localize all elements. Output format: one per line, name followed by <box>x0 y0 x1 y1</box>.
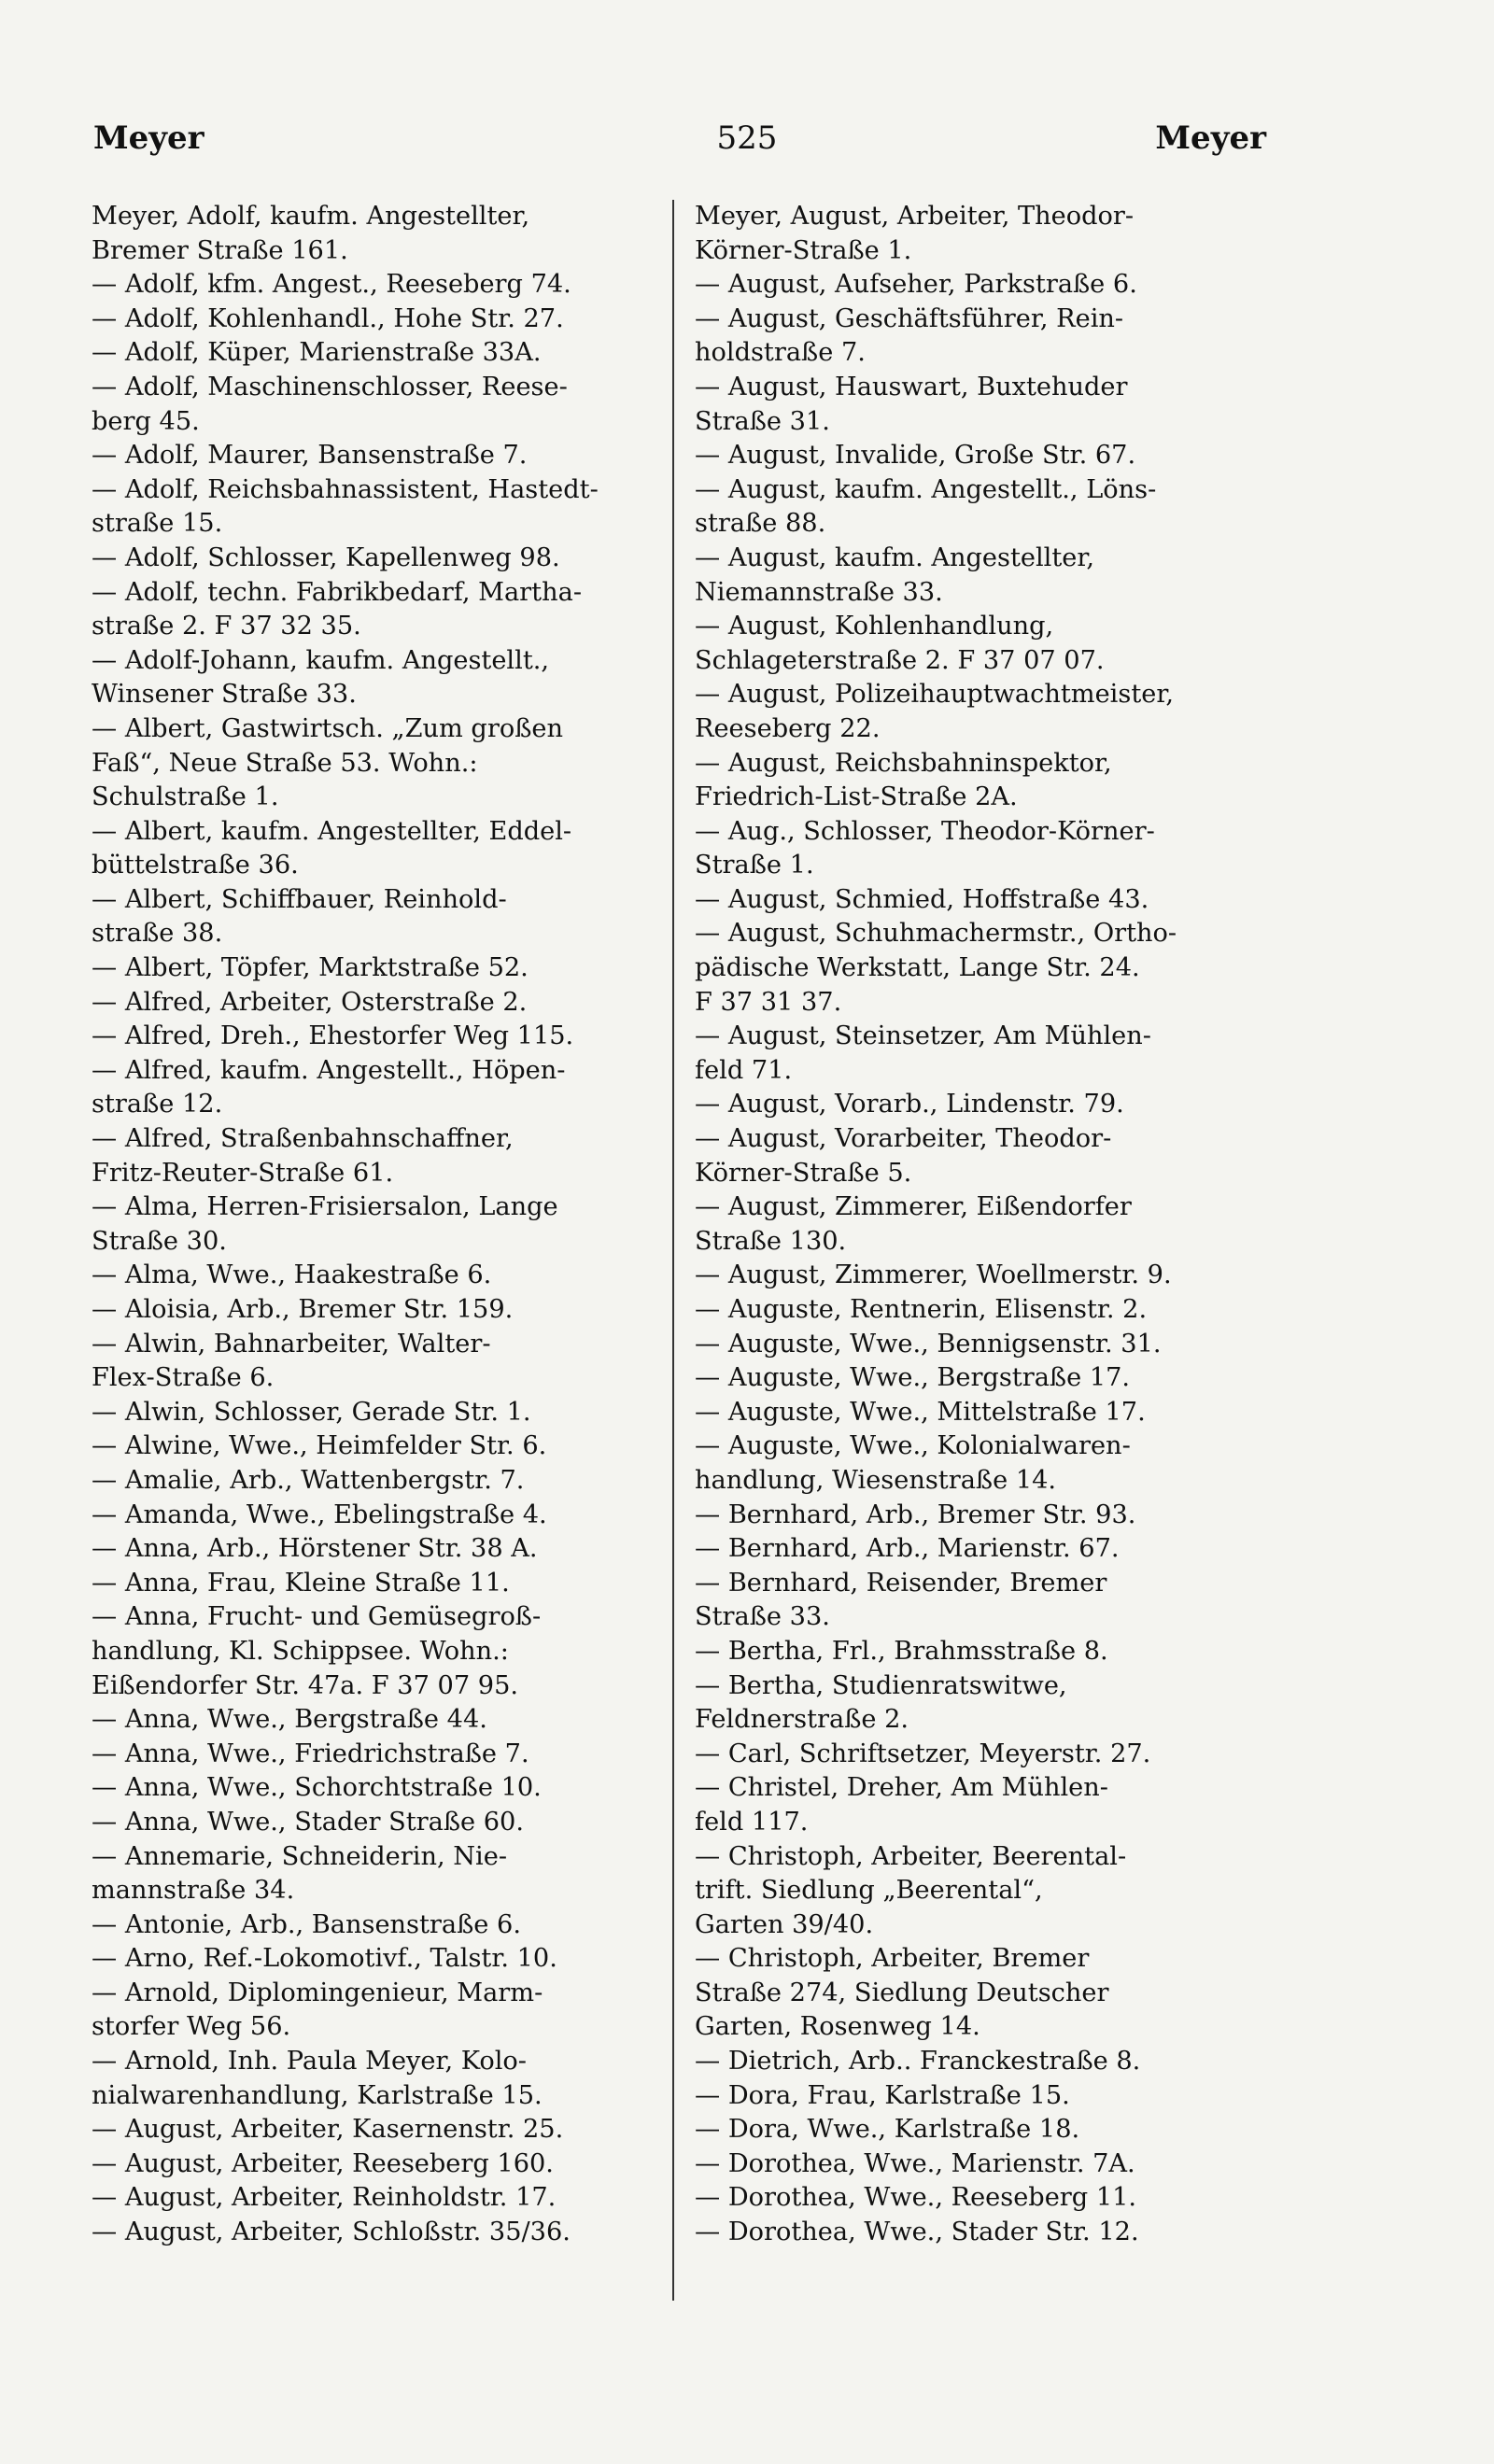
directory-line: — August, kaufm. Angestellt., Löns- <box>695 474 1157 504</box>
directory-line: — Albert, Töpfer, Marktstraße 52. <box>92 953 529 983</box>
running-head-left: Meyer <box>93 120 204 157</box>
directory-line: — Arnold, Diplomingenieur, Marm- <box>92 1978 543 2007</box>
directory-line: Körner-Straße 1. <box>695 235 912 265</box>
directory-line: — August, Kohlenhandlung, <box>695 612 1054 641</box>
directory-line: — Christoph, Arbeiter, Beerental- <box>695 1841 1127 1871</box>
left-column <box>92 200 663 2250</box>
directory-line: — Dorothea, Wwe., Stader Str. 12. <box>695 2218 1139 2247</box>
directory-line: — Alfred, Dreh., Ehestorfer Weg 115. <box>92 1021 574 1051</box>
directory-line: feld 71. <box>695 1055 793 1085</box>
directory-line: Straße 1. <box>695 851 814 880</box>
running-head-right: Meyer <box>1155 120 1266 157</box>
directory-line: — August, Hauswart, Buxtehuder <box>695 372 1128 401</box>
directory-line: Straße 274, Siedlung Deutscher <box>695 1978 1109 2007</box>
directory-line: Eißendorfer Str. 47a. F 37 07 95. <box>92 1670 519 1700</box>
directory-line: Feldnerstraße 2. <box>695 1705 909 1735</box>
directory-line: — August, Steinsetzer, Am Mühlen- <box>695 1021 1151 1051</box>
directory-line: — Arnold, Inh. Paula Meyer, Kolo- <box>92 2047 527 2077</box>
directory-line: — Anna, Wwe., Friedrichstraße 7. <box>92 1739 529 1768</box>
directory-line: nialwarenhandlung, Karlstraße 15. <box>92 2080 543 2110</box>
directory-line: straße 88. <box>695 509 826 539</box>
directory-line: — August, Schuhmachermstr., Ortho- <box>695 919 1177 949</box>
directory-line: Schulstraße 1. <box>92 782 279 812</box>
directory-line: — Anna, Wwe., Bergstraße 44. <box>92 1705 487 1735</box>
directory-line: — Adolf, techn. Fabrikbedarf, Martha- <box>92 577 583 607</box>
directory-line: Fritz-Reuter-Straße 61. <box>92 1158 394 1188</box>
directory-line: — Dietrich, Arb.. Franckestraße 8. <box>695 2047 1141 2077</box>
directory-line: Straße 30. <box>92 1226 227 1256</box>
directory-line: — August, Vorarbeiter, Theodor- <box>695 1124 1112 1154</box>
directory-line: — Alma, Wwe., Haakestraße 6. <box>92 1260 492 1290</box>
directory-line: — Annemarie, Schneiderin, Nie- <box>92 1841 508 1871</box>
directory-line: — Carl, Schriftsetzer, Meyerstr. 27. <box>695 1739 1151 1768</box>
directory-line: — Alwin, Schlosser, Gerade Str. 1. <box>92 1397 531 1427</box>
directory-line: — Adolf, Küper, Marienstraße 33A. <box>92 338 542 368</box>
directory-line: — August, Vorarb., Lindenstr. 79. <box>695 1090 1124 1119</box>
directory-line: büttelstraße 36. <box>92 851 299 880</box>
right-column <box>695 200 1266 2250</box>
directory-line: Garten 39/40. <box>695 1909 874 1939</box>
directory-line: trift. Siedlung „Beerental“, <box>695 1876 1043 1906</box>
directory-line: — Alma, Herren-Frisiersalon, Lange <box>92 1192 558 1222</box>
directory-line: storfer Weg 56. <box>92 2012 291 2042</box>
directory-line: — Anna, Wwe., Schorchtstraße 10. <box>92 1773 542 1803</box>
directory-line: — Christel, Dreher, Am Mühlen- <box>695 1773 1108 1803</box>
directory-line: — Adolf, Schlosser, Kapellenweg 98. <box>92 542 560 572</box>
directory-line: Straße 130. <box>695 1226 847 1256</box>
directory-line: — Christoph, Arbeiter, Bremer <box>695 1944 1090 1974</box>
directory-line: Straße 33. <box>695 1602 830 1632</box>
directory-line: — Amanda, Wwe., Ebelingstraße 4. <box>92 1500 547 1529</box>
directory-line: F 37 31 37. <box>695 987 842 1017</box>
directory-line: straße 12. <box>92 1090 223 1119</box>
directory-line: Flex-Straße 6. <box>92 1363 275 1393</box>
directory-line: Straße 31. <box>695 406 830 436</box>
directory-line: — Alfred, kaufm. Angestellt., Höpen- <box>92 1055 566 1085</box>
directory-line: berg 45. <box>92 406 200 436</box>
directory-line: — Anna, Frucht- und Gemüsegroß- <box>92 1602 542 1632</box>
column-divider <box>672 200 674 2301</box>
directory-line: Reeseberg 22. <box>695 713 881 743</box>
directory-line: — Bertha, Studienratswitwe, <box>695 1670 1067 1700</box>
directory-line: — August, Invalide, Große Str. 67. <box>695 441 1136 471</box>
directory-line: — Albert, kaufm. Angestellter, Eddel- <box>92 816 572 846</box>
directory-line: Meyer, Adolf, kaufm. Angestellter, <box>92 202 530 231</box>
directory-line: — Dorothea, Wwe., Marienstr. 7A. <box>695 2148 1135 2178</box>
directory-line: — Dorothea, Wwe., Reeseberg 11. <box>695 2183 1137 2213</box>
page-number: 525 <box>716 120 778 157</box>
directory-line: — August, Arbeiter, Kasernenstr. 25. <box>92 2115 564 2145</box>
directory-line: — Dora, Frau, Karlstraße 15. <box>695 2080 1070 2110</box>
directory-line: Bremer Straße 161. <box>92 235 348 265</box>
directory-line: — Antonie, Arb., Bansenstraße 6. <box>92 1909 521 1939</box>
directory-line: — August, Zimmerer, Eißendorfer <box>695 1192 1132 1222</box>
directory-line: Schlageterstraße 2. F 37 07 07. <box>695 645 1105 675</box>
directory-line: — Arno, Ref.-Lokomotivf., Talstr. 10. <box>92 1944 557 1974</box>
directory-line: — August, Zimmerer, Woellmerstr. 9. <box>695 1260 1172 1290</box>
directory-line: mannstraße 34. <box>92 1876 295 1906</box>
directory-line: handlung, Wiesenstraße 14. <box>695 1465 1057 1495</box>
directory-line: — Adolf, Kohlenhandl., Hohe Str. 27. <box>92 303 564 333</box>
directory-line: — Amalie, Arb., Wattenbergstr. 7. <box>92 1465 525 1495</box>
directory-line: — Auguste, Wwe., Mittelstraße 17. <box>695 1397 1146 1427</box>
directory-line: — August, kaufm. Angestellter, <box>695 542 1095 572</box>
directory-line: — Alwin, Bahnarbeiter, Walter- <box>92 1329 491 1359</box>
directory-line: Friedrich-List-Straße 2A. <box>695 782 1018 812</box>
directory-line: — August, Aufseher, Parkstraße 6. <box>695 270 1137 300</box>
directory-line: Niemannstraße 33. <box>695 577 943 607</box>
directory-line: — August, Arbeiter, Reeseberg 160. <box>92 2148 554 2178</box>
directory-line: — Bernhard, Arb., Marienstr. 67. <box>695 1534 1120 1564</box>
directory-line: Winsener Straße 33. <box>92 680 357 710</box>
directory-line: — August, Arbeiter, Schloßstr. 35/36. <box>92 2218 571 2247</box>
directory-line: — Anna, Frau, Kleine Straße 11. <box>92 1568 510 1598</box>
directory-line: — Bernhard, Reisender, Bremer <box>695 1568 1107 1598</box>
directory-line: — Adolf, Reichsbahnassistent, Hastedt- <box>92 474 599 504</box>
directory-line: — August, Geschäftsführer, Rein- <box>695 303 1124 333</box>
directory-line: — Alfred, Straßenbahnschaffner, <box>92 1124 514 1154</box>
page-header <box>0 120 1494 176</box>
directory-line: — August, Reichsbahninspektor, <box>695 748 1112 778</box>
directory-line: — Anna, Wwe., Stader Straße 60. <box>92 1807 524 1837</box>
directory-line: — Adolf, Maurer, Bansenstraße 7. <box>92 441 528 471</box>
directory-line: — August, Schmied, Hoffstraße 43. <box>695 884 1149 914</box>
directory-line: — Aloisia, Arb., Bremer Str. 159. <box>92 1295 514 1324</box>
directory-line: — Adolf, kfm. Angest., Reeseberg 74. <box>92 270 571 300</box>
directory-line: pädische Werkstatt, Lange Str. 24. <box>695 953 1140 983</box>
directory-line: — Dora, Wwe., Karlstraße 18. <box>695 2115 1080 2145</box>
directory-line: Faß“, Neue Straße 53. Wohn.: <box>92 748 478 778</box>
directory-line: — Adolf, Maschinenschlosser, Reese- <box>92 372 568 401</box>
directory-line: straße 15. <box>92 509 223 539</box>
directory-line: straße 38. <box>92 919 223 949</box>
directory-line: — August, Arbeiter, Reinholdstr. 17. <box>92 2183 557 2213</box>
directory-line: — Anna, Arb., Hörstener Str. 38 A. <box>92 1534 538 1564</box>
directory-line: — Alwine, Wwe., Heimfelder Str. 6. <box>92 1431 547 1461</box>
directory-line: feld 117. <box>695 1807 809 1837</box>
directory-line: — Albert, Schiffbauer, Reinhold- <box>92 884 507 914</box>
directory-line: Körner-Straße 5. <box>695 1158 912 1188</box>
directory-line: Meyer, August, Arbeiter, Theodor- <box>695 202 1135 231</box>
directory-line: — August, Polizeihauptwachtmeister, <box>695 680 1174 710</box>
directory-line: — Bernhard, Arb., Bremer Str. 93. <box>695 1500 1136 1529</box>
directory-line: — Auguste, Wwe., Bennigsenstr. 31. <box>695 1329 1162 1359</box>
directory-line: straße 2. F 37 32 35. <box>92 612 361 641</box>
directory-line: — Alfred, Arbeiter, Osterstraße 2. <box>92 987 528 1017</box>
directory-line: — Aug., Schlosser, Theodor-Körner- <box>695 816 1155 846</box>
directory-line: — Albert, Gastwirtsch. „Zum großen <box>92 713 563 743</box>
directory-line: — Bertha, Frl., Brahmsstraße 8. <box>695 1636 1108 1666</box>
directory-line: holdstraße 7. <box>695 338 866 368</box>
directory-line: — Auguste, Wwe., Kolonialwaren- <box>695 1431 1131 1461</box>
directory-line: Garten, Rosenweg 14. <box>695 2012 980 2042</box>
directory-line: — Adolf-Johann, kaufm. Angestellt., <box>92 645 550 675</box>
directory-line: — Auguste, Rentnerin, Elisenstr. 2. <box>695 1295 1148 1324</box>
directory-line: — Auguste, Wwe., Bergstraße 17. <box>695 1363 1131 1393</box>
directory-line: handlung, Kl. Schippsee. Wohn.: <box>92 1636 509 1666</box>
